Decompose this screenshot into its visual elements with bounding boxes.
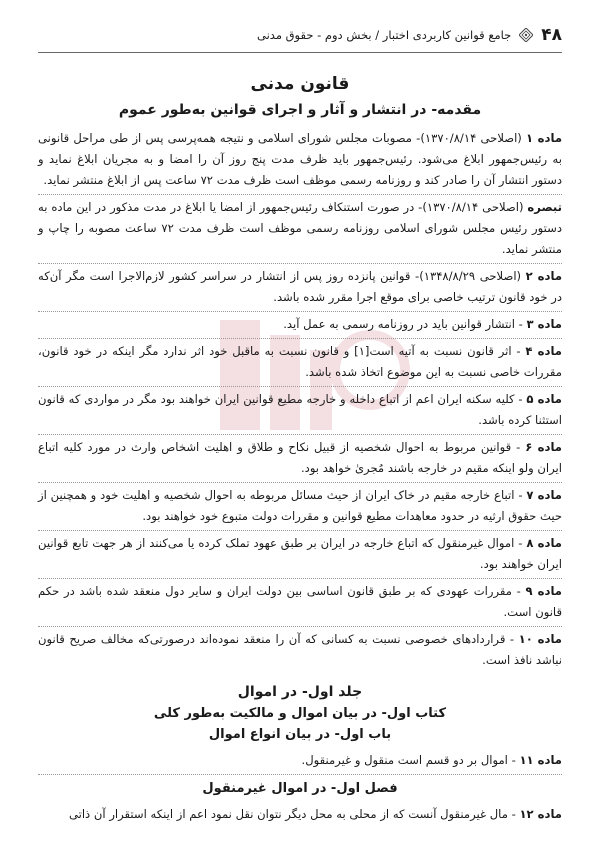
page-body — [38, 68, 562, 828]
article-11: ماده ۱۱ - اموال بر دو قسم است منقول و غیرمنقول. — [38, 748, 562, 775]
article-7: ماده ۷ - اتباع خارجه مقیم در خاک ایران از حیث مسائل مربوطه به احوال شخصیه و اهلیت خود و همچنین از حیث حقوق ارثیه در حدود معاهدات مطیع قوانین و مقررات دولت متبوع خود خواهند بود. — [38, 483, 562, 531]
article-note: تبصره (اصلاحی ۱۳۷۰/۸/۱۴)- در صورت استنکاف رئیس‌جمهور از امضا یا ابلاغ در مدت مذکور در این ماده به دستور رئیس مجلس شورای اسلامی روزنامه رسمی موظف است ظرف مدت ۷۲ ساعت مصوبه را چاپ و منتشر نماید. — [38, 195, 562, 264]
article-8: ماده ۸ - اموال غیرمنقول که اتباع خارجه در ایران بر طبق عهود تملک کرده یا می‌کنند از هر جهت تابع قوانین ایران خواهند بود. — [38, 531, 562, 579]
article-3: ماده ۳ - انتشار قوانین باید در روزنامه رسمی به عمل آید. — [38, 312, 562, 339]
article-12: ماده ۱۲ - مال غیرمنقول آنست که از محلی به محل دیگر نتوان نقل نمود اعم از اینکه استقرار آن ذاتی — [68, 807, 562, 821]
article-10: ماده ۱۰ - قراردادهای خصوصی نسبت به کسانی که آن را منعقد نموده‌اند درصورتی‌که مخالف صریح قانون نباشد نافذ است. — [38, 632, 562, 667]
intro-heading: مقدمه- در انتشار و آثار و اجرای قوانین به‌طور عموم — [118, 102, 482, 118]
article-4: ماده ۴ - اثر قانون نسبت به آتیه است[۱] و قانون نسبت به ماقبل خود اثر ندارد مگر اینکه در خود قانون، مقررات خاصی نسبت به این موضوع اتخاذ شده باشد. — [38, 339, 562, 387]
book-heading: کتاب اول- در بیان اموال و مالکیت به‌طور کلی — [153, 706, 447, 721]
page-number: ۴۸ — [541, 25, 562, 45]
running-header — [38, 22, 562, 53]
volume-heading: جلد اول- در اموال — [237, 684, 363, 700]
article-2: ماده ۲ (اصلاحی ۱۳۴۸/۸/۲۹)- قوانین پانزده روز پس از انتشار در سراسر کشور لازم‌الاجرا است مگر آن‌که در خود قانون ترتیب خاصی برای موقع اجرا مقرر شده باشد. — [38, 264, 562, 312]
article-5: ماده ۵ - کلیه سکنه ایران اعم از اتباع داخله و خارجه مطیع قوانین ایران خواهند بود مگر در مواردی که قانون استثنا کرده باشد. — [38, 387, 562, 435]
section-heading: فصل اول- در اموال غیرمنقول — [202, 781, 398, 796]
article-1: ماده ۱ (اصلاحی ۱۳۷۰/۸/۱۴)- مصوبات مجلس شورای اسلامی و نتیجه همه‌پرسی پس از طی مراحل قانونی به رئیس‌جمهور ابلاغ می‌شود. رئیس‌جمهور باید ظرف مدت پنج روز آن را امضا و به مجریان ابلاغ نماید و دستور انتشار آن را صادر کند و روزنامه رسمی موظف است ظرف مدت ۷۲ ساعت پس از ابلاغ منتشر نماید. — [38, 126, 562, 195]
chapter-heading: باب اول- در بیان انواع اموال — [208, 727, 392, 742]
document-title: قانون مدنی — [250, 74, 350, 94]
running-title: جامع قوانین کاربردی اختبار / بخش دوم - حقوق مدنی — [257, 28, 512, 42]
article-6: ماده ۶ - قوانین مربوط به احوال شخصیه از قبیل نکاح و طلاق و اهلیت اشخاص وارث در مورد کلیه اتباع ایران ولو اینکه مقیم در خارجه باشند مُجریٰ خواهد بود. — [38, 435, 562, 483]
header-right — [257, 25, 562, 45]
article-9: ماده ۹ - مقررات عهودی که بر طبق قانون اساسی بین دولت ایران و سایر دول منعقد شده باشد در حکم قانون است. — [38, 579, 562, 627]
diamond-ornament-icon — [519, 28, 533, 42]
